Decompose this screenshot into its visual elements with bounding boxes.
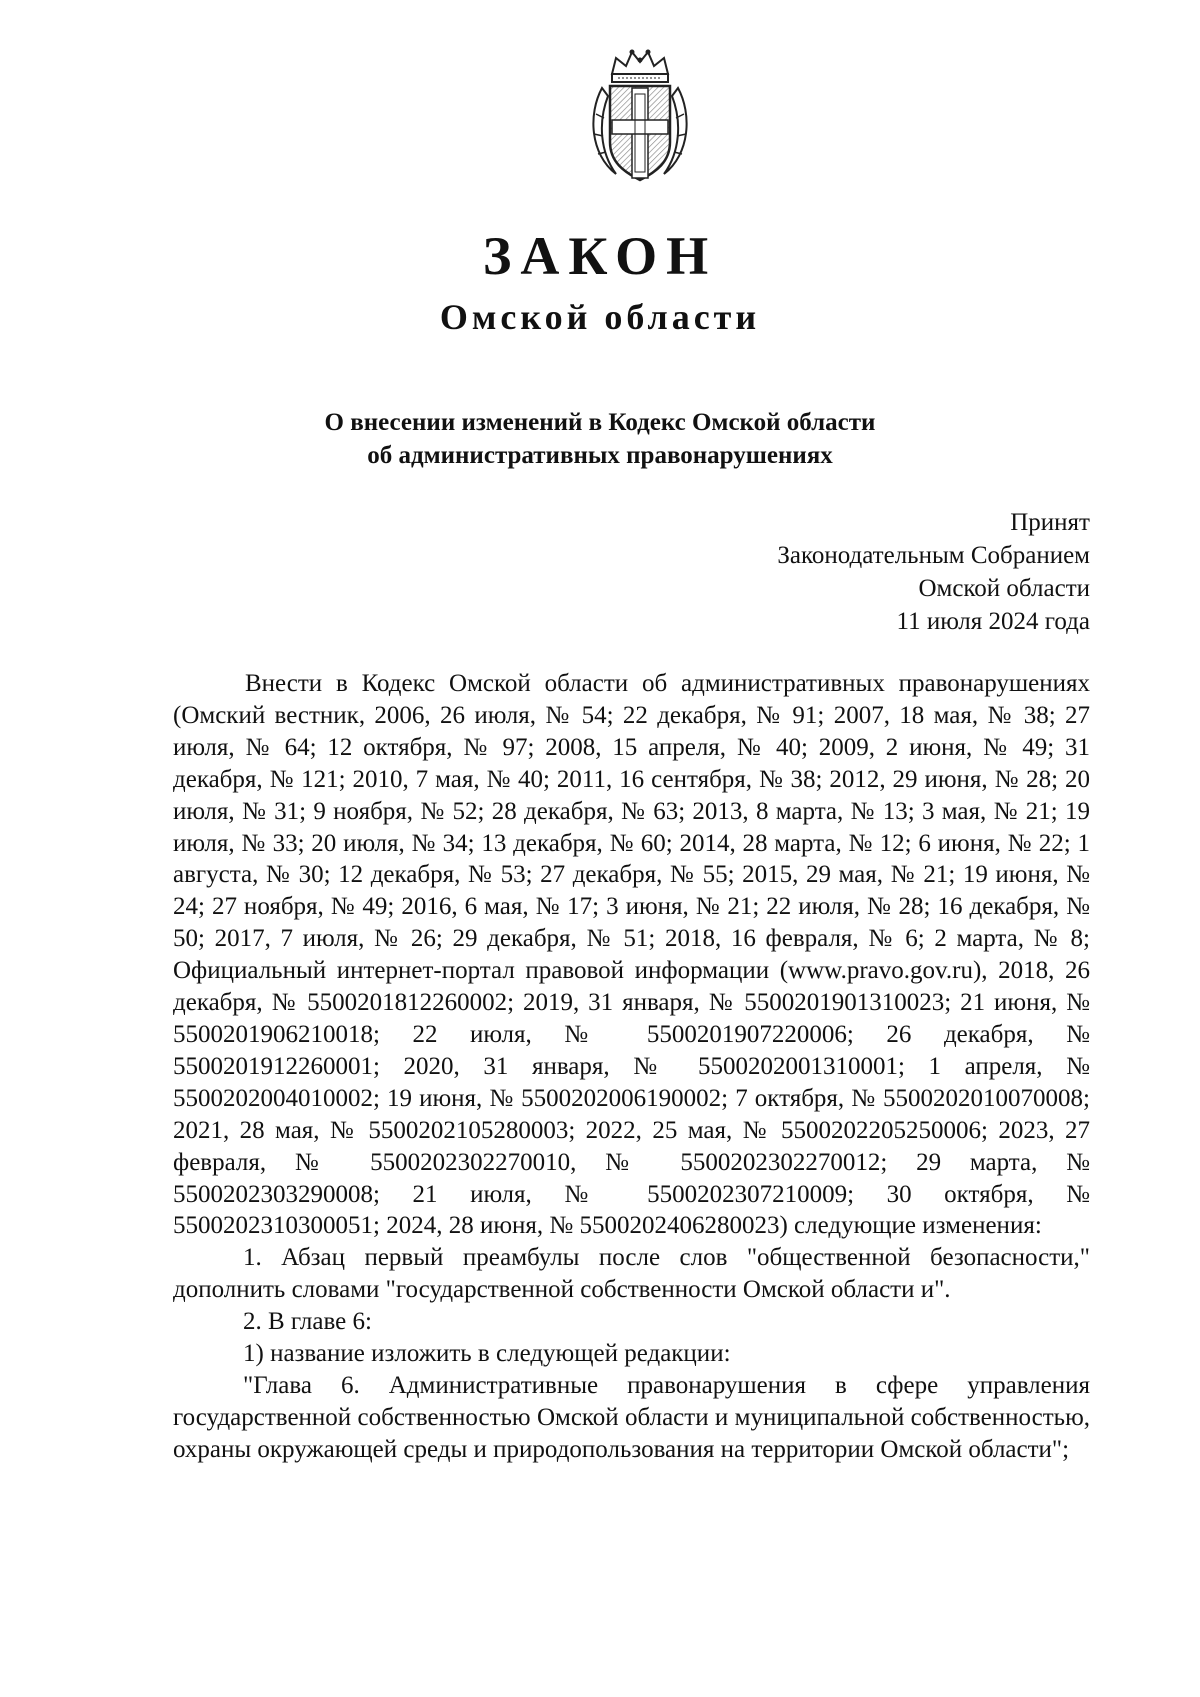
body-paragraph: 2. В главе 6: (243, 1308, 372, 1336)
adoption-line: Принят (1010, 509, 1090, 536)
law-name (0, 406, 1200, 472)
adoption-line: Законодательным Собранием (777, 542, 1090, 569)
body-paragraph-quote: "Глава 6. Административные правонарушения в сфере управления государственной собственностью Омской области и муниципальной собственностью, охраны окружающей среды и природопользования на территории Омской области"; (173, 1371, 1090, 1463)
law-name-line: об административных правонарушениях (367, 442, 833, 469)
body-paragraph: 1) название изложить в следующей редакции: (243, 1340, 731, 1368)
law-body (173, 668, 1090, 1466)
adoption-line: Омской области (918, 575, 1090, 602)
body-paragraph-intro: Внести в Кодекс Омской области об административных правонарушениях (Омский вестник, 2006, 26 июля, № 54; 22 декабря, № 91; 2007, 18 мая, № 38; 27 июля, № 64; 12 октября, № 97; 2008, 15 апреля, № 40; 2009, 2 июня, № 49; 31 декабря, № 121; 2010, 7 мая, № 40; 2011, 16 сентября, № 38; 2012, 29 июня, № 28; 20 июля, № 31; 9 ноября, № 52; 28 декабря, № 63; 2013, 8 марта, № 13; 3 мая, № 21; 19 июля, № 33; 20 июля, № 34; 13 декабря, № 60; 2014, 28 марта, № 12; 6 июня, № 22; 1 августа, № 30; 12 декабря, № 53; 27 декабря, № 55; 2015, 29 мая, № 21; 19 июня, № 24; 27 ноября, № 49; 2016, 6 мая, № 17; 3 июня, № 21; 22 июля, № 28; 16 декабря, № 50; 2017, 7 июля, № 26; 29 декабря, № 51; 2018, 16 февраля, № 6; 2 марта, № 8; Официальный интернет-портал правовой информации (www.pravo.gov.ru), 2018, 26 декабря, № 5500201812260002; 2019, 31 января, № 5500201901310023; 21 июня, № 5500201906210018; 22 июля, № 5500201907220006; 26 декабря, № 5500201912260001; 2020, 31 января, № 5500202001310001; 1 апреля, № 5500202004010002; 19 июня, № 5500202006190002; 7 октября, № 5500202010070008; 2021, 28 мая, № 5500202105280003; 2022, 25 мая, № 5500202205250006; 2023, 27 февраля, № 5500202302270010, № 5500202302270012; 29 марта, № 5500202303290008; 21 июля, № 5500202307210009; 30 октября, № 5500202310300051; 2024, 28 июня, № 5500202406280023) следующие изменения: (173, 670, 1090, 1240)
document-subtitle: Омской области (439, 297, 761, 337)
omsk-coat-of-arms-emblem (582, 44, 698, 186)
law-name-line: О внесении изменений в Кодекс Омской области (324, 409, 876, 436)
document-title: ЗАКОН (482, 226, 718, 286)
coat-of-arms-icon (582, 44, 698, 186)
body-paragraph: 1. Абзац первый преамбулы после слов "общественной безопасности," дополнить словами "государственной собственности Омской области и". (173, 1244, 1090, 1304)
adoption-date: 11 июля 2024 года (896, 608, 1090, 635)
adoption-block (777, 506, 1090, 638)
